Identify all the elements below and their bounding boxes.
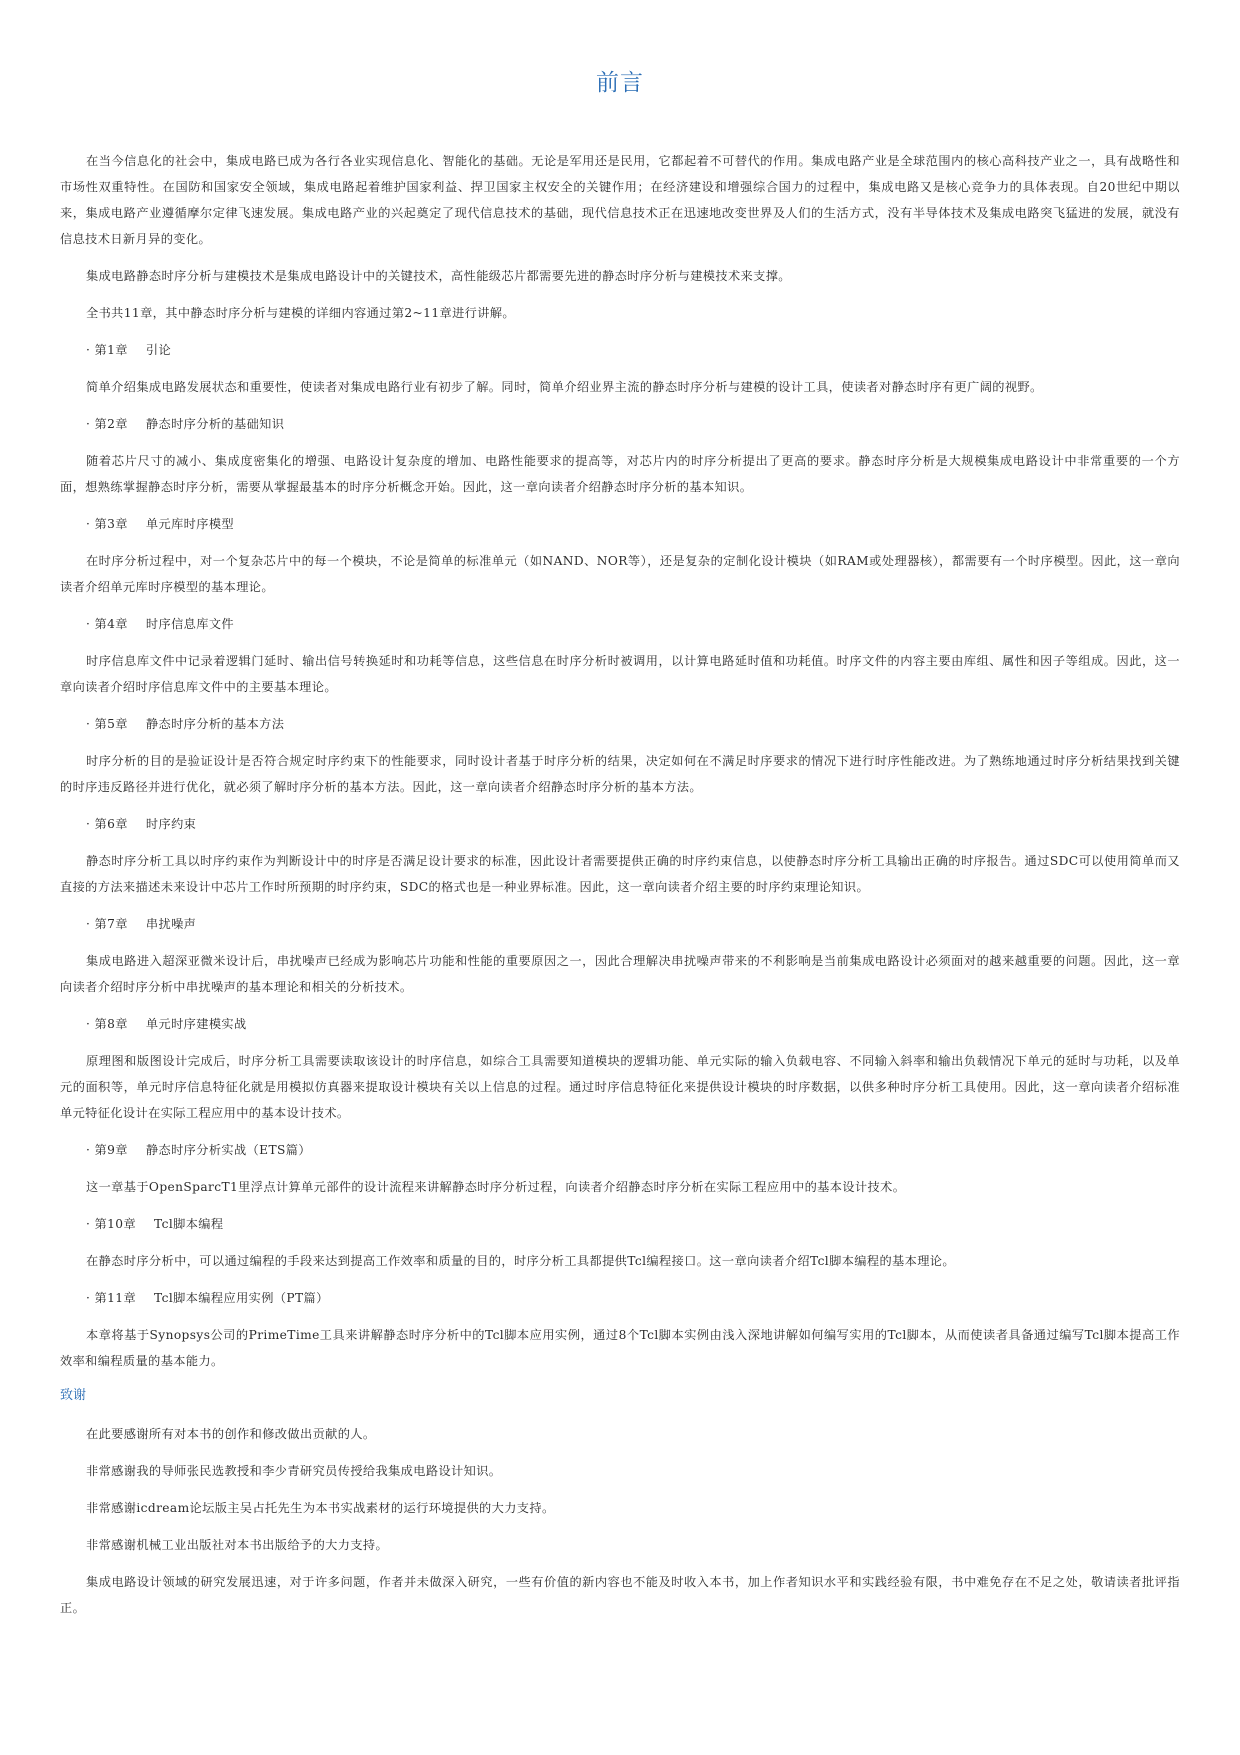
chapter-description: 随着芯片尺寸的减小、集成度密集化的增强、电路设计复杂度的增加、电路性能要求的提高等，对芯片内的时序分析提出了更高的要求。静态时序分析是大规模集成电路设计中非常重要的一个方面，想熟练掌握静态时序分析，需要从掌握最基本的时序分析概念开始。因此，这一章向读者介绍静态时序分析的基本知识。	[60, 454, 1180, 494]
chapter-description: 静态时序分析工具以时序约束作为判断设计中的时序是否满足设计要求的标准，因此设计者需要提供正确的时序约束信息，以使静态时序分析工具输出正确的时序报告。通过SDC可以使用简单而又直接的方法来描述未来设计中芯片工作时所预期的时序约束，SDC的格式也是一种业界标准。因此，这一章向读者介绍主要的时序约束理论知识。	[60, 854, 1180, 894]
chapter-heading	[60, 1285, 1180, 1311]
chapter-number: · 第8章	[86, 1017, 128, 1031]
chapter-number: · 第1章	[86, 343, 128, 357]
chapter-heading	[60, 1137, 1180, 1163]
acknowledgements-heading: 致谢	[60, 1388, 87, 1403]
chapter-heading	[60, 337, 1180, 363]
chapter-heading	[60, 1211, 1180, 1237]
chapter-title: Tcl脚本编程	[154, 1217, 224, 1231]
chapter-heading	[60, 911, 1180, 937]
chapter-title: 串扰噪声	[145, 917, 197, 931]
chapter-description: 这一章基于OpenSparcT1里浮点计算单元部件的设计流程来讲解静态时序分析过程，向读者介绍静态时序分析在实际工程应用中的基本设计技术。	[86, 1180, 906, 1194]
chapter-number: · 第11章	[86, 1291, 137, 1305]
acknowledgement-paragraph: 在此要感谢所有对本书的创作和修改做出贡献的人。	[86, 1427, 376, 1441]
chapter-description: 在静态时序分析中，可以通过编程的手段来达到提高工作效率和质量的目的，时序分析工具都提供Tcl编程接口。这一章向读者介绍Tcl脚本编程的基本理论。	[86, 1254, 955, 1268]
chapter-number: · 第7章	[86, 917, 128, 931]
chapter-heading	[60, 811, 1180, 837]
acknowledgement-paragraph: 非常感谢机械工业出版社对本书出版给予的大力支持。	[86, 1538, 389, 1552]
chapter-heading	[60, 511, 1180, 537]
chapter-title: 引论	[145, 343, 172, 357]
intro-paragraph: 在当今信息化的社会中，集成电路已成为各行各业实现信息化、智能化的基础。无论是军用还是民用，它都起着不可替代的作用。集成电路产业是全球范围内的核心高科技产业之一，具有战略性和市场性双重特性。在国防和国家安全领域，集成电路起着维护国家利益、捍卫国家主权安全的关键作用；在经济建设和增强综合国力的过程中，集成电路又是核心竞争力的具体表现。自20世纪中期以来，集成电路产业遵循摩尔定律飞速发展。集成电路产业的兴起奠定了现代信息技术的基础，现代信息技术正在迅速地改变世界及人们的生活方式，没有半导体技术及集成电路突飞猛进的发展，就没有信息技术日新月异的变化。	[60, 154, 1180, 246]
chapter-description: 时序分析的目的是验证设计是否符合规定时序约束下的性能要求，同时设计者基于时序分析的结果，决定如何在不满足时序要求的情况下进行时序性能改进。为了熟练地通过时序分析结果找到关键的时序违反路径并进行优化，就必须了解时序分析的基本方法。因此，这一章向读者介绍静态时序分析的基本方法。	[60, 754, 1180, 794]
chapter-description: 简单介绍集成电路发展状态和重要性，使读者对集成电路行业有初步了解。同时，简单介绍业界主流的静态时序分析与建模的设计工具，使读者对静态时序有更广阔的视野。	[86, 380, 1043, 394]
page-title: 前言	[596, 70, 644, 96]
chapter-description: 本章将基于Synopsys公司的PrimeTime工具来讲解静态时序分析中的Tcl脚本应用实例，通过8个Tcl脚本实例由浅入深地讲解如何编写实用的Tcl脚本，从而使读者具备通过编写Tcl脚本提高工作效率和编程质量的基本能力。	[60, 1328, 1180, 1368]
chapter-number: · 第6章	[86, 817, 128, 831]
chapter-heading	[60, 411, 1180, 437]
chapter-description: 原理图和版图设计完成后，时序分析工具需要读取该设计的时序信息，如综合工具需要知道模块的逻辑功能、单元实际的输入负载电容、不同输入斜率和输出负载情况下单元的延时与功耗，以及单元的面积等，单元时序信息特征化就是用模拟仿真器来提取设计模块有关以上信息的过程。通过时序信息特征化来提供设计模块的时序数据，以供多种时序分析工具使用。因此，这一章向读者介绍标准单元特征化设计在实际工程应用中的基本设计技术。	[60, 1054, 1180, 1120]
chapter-title: 单元时序建模实战	[145, 1017, 247, 1031]
chapter-number: · 第3章	[86, 517, 128, 531]
chapter-number: · 第9章	[86, 1143, 128, 1157]
chapter-number: · 第4章	[86, 617, 128, 631]
chapter-number: · 第5章	[86, 717, 128, 731]
chapter-title: 时序信息库文件	[145, 617, 235, 631]
chapter-description: 时序信息库文件中记录着逻辑门延时、输出信号转换延时和功耗等信息，这些信息在时序分析时被调用，以计算电路延时值和功耗值。时序文件的内容主要由库组、属性和因子等组成。因此，这一章向读者介绍时序信息库文件中的主要基本理论。	[60, 654, 1180, 694]
chapter-title: 静态时序分析实战（ETS篇）	[145, 1143, 311, 1157]
intro-paragraph: 集成电路静态时序分析与建模技术是集成电路设计中的关键技术，高性能级芯片都需要先进的静态时序分析与建模技术来支撑。	[86, 269, 791, 283]
acknowledgement-paragraph: 集成电路设计领域的研究发展迅速，对于许多问题，作者并未做深入研究，一些有价值的新内容也不能及时收入本书，加上作者知识水平和实践经验有限，书中难免存在不足之处，敬请读者批评指正。	[60, 1575, 1180, 1615]
content-body	[60, 148, 1180, 1632]
chapter-title: 静态时序分析的基本方法	[145, 717, 285, 731]
chapter-title: 时序约束	[145, 817, 197, 831]
chapter-title: 静态时序分析的基础知识	[145, 417, 285, 431]
chapter-number: · 第2章	[86, 417, 128, 431]
chapter-heading	[60, 1011, 1180, 1037]
acknowledgement-paragraph: 非常感谢我的导师张民选教授和李少青研究员传授给我集成电路设计知识。	[86, 1464, 502, 1478]
acknowledgement-paragraph: 非常感谢icdream论坛版主吴占托先生为本书实战素材的运行环境提供的大力支持。	[86, 1501, 555, 1515]
chapter-description: 集成电路进入超深亚微米设计后，串扰噪声已经成为影响芯片功能和性能的重要原因之一，因此合理解决串扰噪声带来的不利影响是当前集成电路设计必须面对的越来越重要的问题。因此，这一章向读者介绍时序分析中串扰噪声的基本理论和相关的分析技术。	[60, 954, 1180, 994]
chapter-title: Tcl脚本编程应用实例（PT篇）	[154, 1291, 329, 1305]
chapter-number: · 第10章	[86, 1217, 137, 1231]
intro-paragraph: 全书共11章，其中静态时序分析与建模的详细内容通过第2~11章进行讲解。	[86, 306, 516, 320]
chapter-title: 单元库时序模型	[145, 517, 235, 531]
chapter-heading	[60, 611, 1180, 637]
chapter-description: 在时序分析过程中，对一个复杂芯片中的每一个模块，不论是简单的标准单元（如NAND、NOR等），还是复杂的定制化设计模块（如RAM或处理器核），都需要有一个时序模型。因此，这一章向读者介绍单元库时序模型的基本理论。	[60, 554, 1180, 594]
chapter-heading	[60, 711, 1180, 737]
